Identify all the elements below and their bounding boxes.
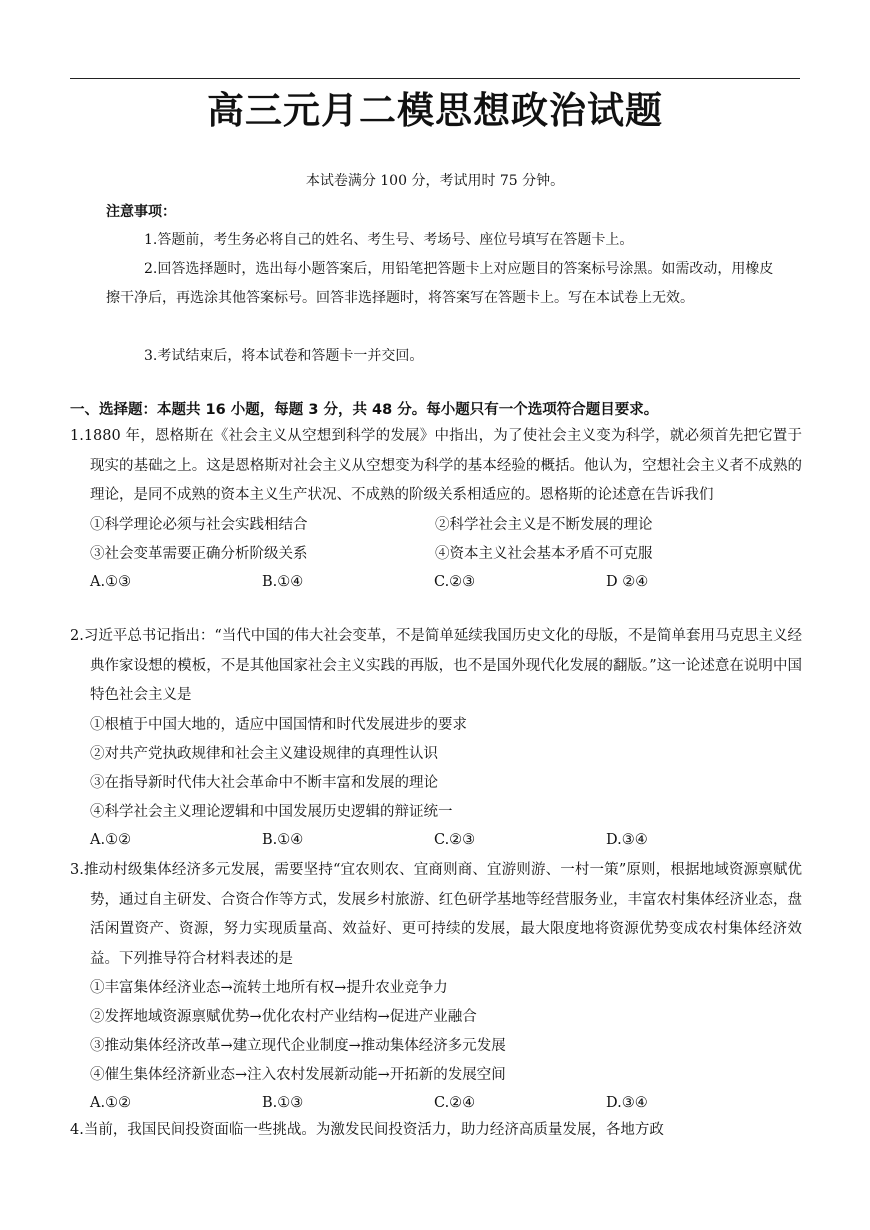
answer-choices [70,827,802,853]
answer-choice: D ②④ [606,573,649,590]
option: ④资本主义社会基本矛盾不可克服 [435,545,653,562]
option: ③社会变革需要正确分析阶级关系 [90,545,308,562]
answer-choice: C.②③ [434,573,476,590]
option: ①根植于中国大地的，适应中国国情和时代发展进步的要求 [90,716,467,733]
answer-choice: A.①③ [90,573,132,590]
notice-item-2: 2.回答选择题时，选出每小题答案后，用铅笔把答题卡上对应题目的答案标号涂黑。如需改动，用橡皮擦干净后，再选涂其他答案标号。回答非选择题时，将答案写在答题卡上。写在本试卷上无效。 [106,261,774,306]
top-rule [70,78,800,79]
option: ①丰富集体经济业态→流转土地所有权→提升农业竞争力 [90,980,448,996]
notice-heading: 注意事项： [106,204,176,220]
section-heading: 一、选择题：本题共 16 小题，每题 3 分，共 48 分。每小题只有一个选项符合题目要求。 [70,402,659,418]
answer-choice: C.②④ [434,1095,476,1111]
answer-choice: B.①③ [262,1095,304,1111]
notice-item-1: 1.答题前，考生务必将自己的姓名、考生号、考场号、座位号填写在答题卡上。 [144,232,634,248]
question-2 [70,622,802,853]
option: ②对共产党执政规律和社会主义建设规律的真理性认识 [90,745,438,762]
question-stem: 4.当前，我国民间投资面临一些挑战。为激发民间投资活力，助力经济高质量发展，各地方政 [70,1122,664,1138]
question-4 [70,1116,802,1146]
answer-choice: B.①④ [262,573,304,590]
option: ①科学理论必须与社会实践相结合 [90,516,308,533]
question-stem: 2.习近平总书记指出：“当代中国的伟大社会变革，不是简单延续我国历史文化的母版，不是简单套用马克思主义经典作家设想的模板，不是其他国家社会主义实践的再版，也不是国外现代化发展的翻版。”这一论述意在说明中国特色社会主义是 [70,628,802,703]
option: ②发挥地域资源禀赋优势→优化农村产业结构→促进产业融合 [90,1009,477,1025]
option: ②科学社会主义是不断发展的理论 [435,516,653,533]
question-stem: 1.1880 年，恩格斯在《社会主义从空想到科学的发展》中指出，为了使社会主义变为科学，就必须首先把它置于现实的基础之上。这是恩格斯对社会主义从空想变为科学的基本经验的概括。他认为，空想社会主义者不成熟的理论，是同不成熟的资本主义生产状况、不成熟的阶级关系相适应的。恩格斯的论述意在告诉我们 [70,428,802,503]
exam-title: 高三元月二模思想政治试题 [207,89,663,132]
answer-choice: C.②③ [434,831,476,848]
option: ③推动集体经济改革→建立现代企业制度→推动集体经济多元发展 [90,1038,506,1054]
option: ④催生集体经济新业态→注入农村发展新动能→开拓新的发展空间 [90,1067,506,1083]
answer-choice: A.①② [90,831,132,848]
answer-choices [70,1090,802,1116]
answer-choices [70,569,802,595]
question-1 [70,422,802,595]
exam-subtitle: 本试卷满分 100 分，考试用时 75 分钟。 [305,173,565,189]
answer-choice: D.③④ [606,1095,648,1111]
question-3 [70,856,802,1116]
option: ③在指导新时代伟大社会革命中不断丰富和发展的理论 [90,774,438,791]
question-stem: 3.推动村级集体经济多元发展，需要坚持“宜农则农、宜商则商、宜游则游、一村一策”原则，根据地域资源禀赋优势，通过自主研发、合资合作等方式，发展乡村旅游、红色研学基地等经营服务业，丰富农村集体经济业态，盘活闲置资产、资源，努力实现质量高、效益好、更可持续的发展，最大限度地将资源优势变成农村集体经济效益。下列推导符合材料表述的是 [70,862,802,967]
answer-choice: A.①② [90,1095,132,1111]
option-row [70,511,802,540]
answer-choice: B.①④ [262,831,304,848]
notice-item-3: 3.考试结束后，将本试卷和答题卡一并交回。 [144,348,424,364]
option-row [70,540,802,569]
answer-choice: D.③④ [606,831,648,848]
option: ④科学社会主义理论逻辑和中国发展历史逻辑的辩证统一 [90,803,453,820]
